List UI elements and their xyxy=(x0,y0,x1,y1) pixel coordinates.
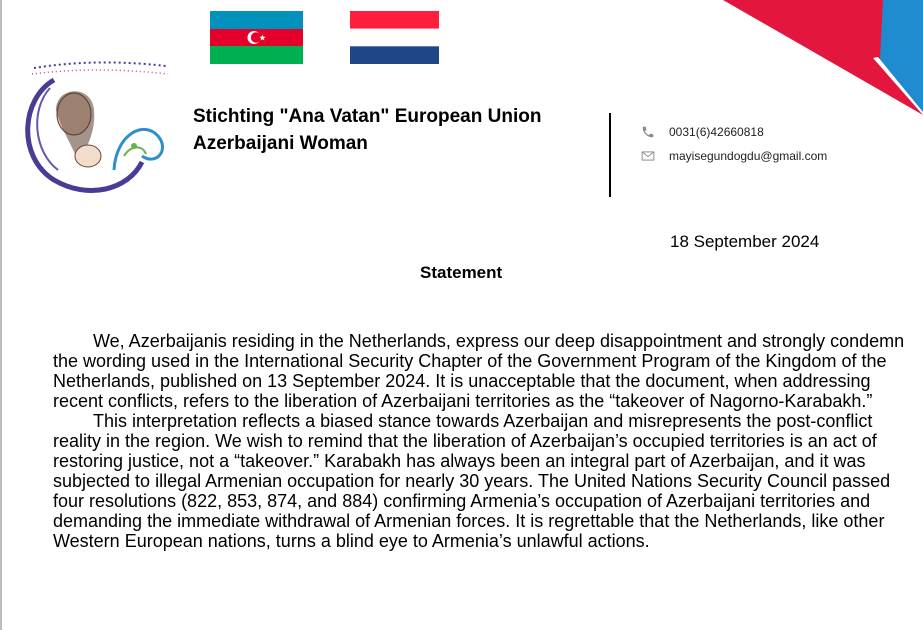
statement-paragraph-2: This interpretation reflects a biased stance towards Azerbaijan and misrepresents the post-conflict reality in the region. We wish to remind that the liberation of Azerbaijan’s occupied territories is an act of restoring justice, not a “takeover.” Karabakh has always been an integral part of Azerbaijan, and it was subjected to illegal Armenian occupation for nearly 30 years. The United Nations Security Council passed four resolutions (822, 853, 874, and 884) confirming Armenia’s occupation of Azerbaijani territories and demanding the immediate withdrawal of Armenian forces. It is regrettable that the Netherlands, like other Western European nations, turns a blind eye to Armenia’s unlawful actions. xyxy=(53,411,891,551)
envelope-icon xyxy=(641,149,655,163)
netherlands-flag xyxy=(350,11,439,64)
organization-name xyxy=(193,103,541,157)
phone-icon xyxy=(641,125,655,139)
document-date: 18 September 2024 xyxy=(670,232,820,251)
statement-body xyxy=(53,331,911,551)
organization-name-line2: Azerbaijani Woman xyxy=(193,133,368,154)
header-divider xyxy=(609,113,611,197)
email-address: mayisegundogdu@gmail.com xyxy=(669,149,828,163)
azerbaijan-flag xyxy=(210,11,303,64)
contact-phone xyxy=(641,124,764,140)
contact-email xyxy=(641,148,827,164)
phone-number: 0031(6)42660818 xyxy=(669,125,764,139)
organization-name-line1: Stichting "Ana Vatan" European Union xyxy=(193,106,542,127)
statement-title: Statement xyxy=(420,263,503,282)
statement-paragraph-1: We, Azerbaijanis residing in the Netherlands, express our deep disappointment and strongly condemn the wording used in the International Security Chapter of the Government Program of the Kingdom of the Netherlands, published on 13 September 2024. It is unacceptable that the document, when addressing recent conflicts, refers to the liberation of Azerbaijani territories as the “takeover of Nagorno-Karabakh.” xyxy=(53,331,905,411)
page-edge-rule xyxy=(0,0,2,630)
mother-child-logo xyxy=(16,58,176,198)
corner-decoration xyxy=(723,0,923,115)
